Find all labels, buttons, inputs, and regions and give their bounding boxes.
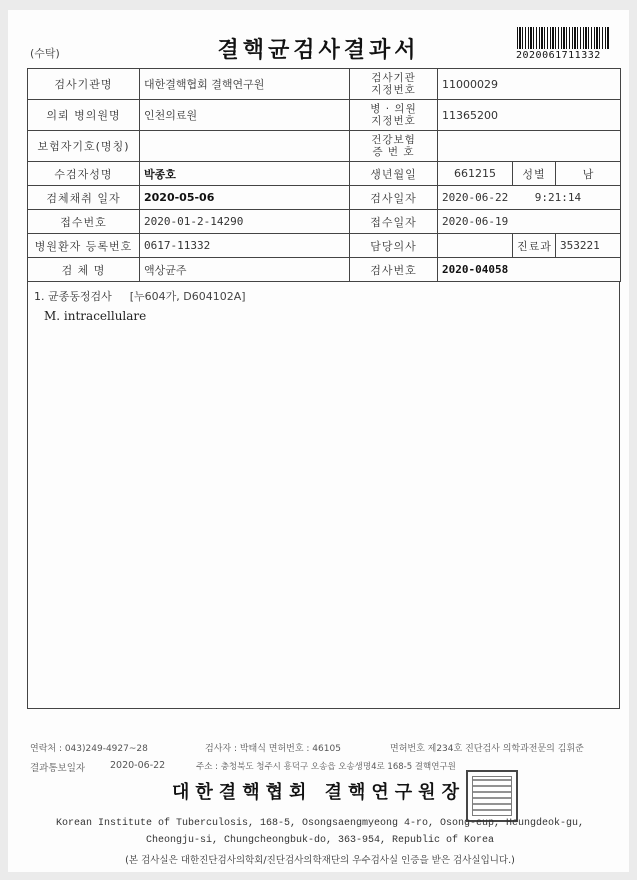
receipt-date-label: 접수일자: [350, 210, 438, 234]
test-no-label: 검사번호: [350, 258, 438, 282]
patient-info-table: [27, 68, 621, 282]
insured-value: [140, 131, 350, 162]
department-value: 353221: [556, 234, 621, 258]
barcode: [517, 27, 609, 49]
notify-date-label: 결과통보일자: [30, 763, 86, 774]
hospital-code-value: 11365200: [438, 100, 621, 131]
receipt-date-value: 2020-06-19: [438, 210, 621, 234]
agency-value: 대한결핵협회 결핵연구원: [140, 69, 350, 100]
test-code: [누604가, D604102A]: [129, 290, 246, 303]
test-date-label: 검사일자: [350, 186, 438, 210]
report-title: 결핵균검사결과서: [217, 37, 420, 63]
agency-label: 검사기관명: [28, 69, 140, 100]
department-label: 진료과: [513, 234, 556, 258]
test-date-value: 2020-06-22 9:21:14: [438, 186, 621, 210]
receipt-no-label: 접수번호: [28, 210, 140, 234]
sex-value: 남: [556, 162, 621, 186]
test-name: 1. 균종동정검사: [34, 290, 112, 303]
organism-result: M. intracellulare: [44, 309, 147, 323]
address-english-line1: Korean Institute of Tuberculosis, 168-5, Osongsaengmyeong 4-ro, Osong-eup, Heungdeok-gu,: [55, 818, 585, 829]
doctor-value: [438, 234, 513, 258]
specialist-info: 면허번호 제234호 진단검사 의학과전문의 김휘준: [390, 744, 584, 754]
health-insurance-value: [438, 131, 621, 162]
insured-label: 보험자기호(명칭): [28, 131, 140, 162]
hospital-code-label: 병 · 의원 지정번호: [350, 100, 438, 131]
notify-date-value: 2020-06-22: [110, 760, 166, 771]
collect-date-label: 검체채취 일자: [28, 186, 140, 210]
patient-name-label: 수검자성명: [28, 162, 140, 186]
receipt-no-value: 2020-01-2-14290: [140, 210, 350, 234]
health-insurance-label: 건강보험 증 번 호: [350, 131, 438, 162]
official-seal: [466, 770, 518, 822]
address-english-line2: Cheongju-si, Chungcheongbuk-do, 363-954, Republic of Korea: [145, 835, 495, 846]
specimen-label: 검 체 명: [28, 258, 140, 282]
barcode-number: 2020061711332: [516, 50, 601, 61]
test-line: [34, 288, 246, 304]
registration-no-value: 0617-11332: [140, 234, 350, 258]
collect-date-value: 2020-05-06: [140, 186, 350, 210]
hospital-label: 의뢰 병의원명: [28, 100, 140, 131]
hospital-value: 인천의료원: [140, 100, 350, 131]
birth-value: 661215: [438, 162, 513, 186]
agency-code-value: 11000029: [438, 69, 621, 100]
sex-label: 성별: [513, 162, 556, 186]
address-korean: 주소 : 충청북도 청주시 흥덕구 오송읍 오송생명4로 168-5 결핵연구원: [196, 762, 456, 772]
test-no-value: 2020-04058: [438, 258, 621, 282]
doctor-label: 담당의사: [350, 234, 438, 258]
contact-info: 연락처 : 043)249-4927~28: [30, 744, 148, 754]
patient-name-value: 박종호: [140, 162, 350, 186]
registration-no-label: 병원환자 등록번호: [28, 234, 140, 258]
organization-name: 대한결핵협회 결핵연구원장: [172, 782, 465, 803]
agency-code-label: 검사기관 지정번호: [350, 69, 438, 100]
specimen-value: 액상균주: [140, 258, 350, 282]
certification-note: (본 검사실은 대한진단검사의학회/진단검사의학재단의 우수검사실 인증을 받은 검사실입니다.): [125, 855, 515, 866]
submission-label: (수탁): [30, 47, 60, 60]
result-section: [27, 281, 620, 709]
inspector-info: 검사자 : 박태식 면허번호 : 46105: [205, 744, 341, 754]
birth-label: 생년월일: [350, 162, 438, 186]
